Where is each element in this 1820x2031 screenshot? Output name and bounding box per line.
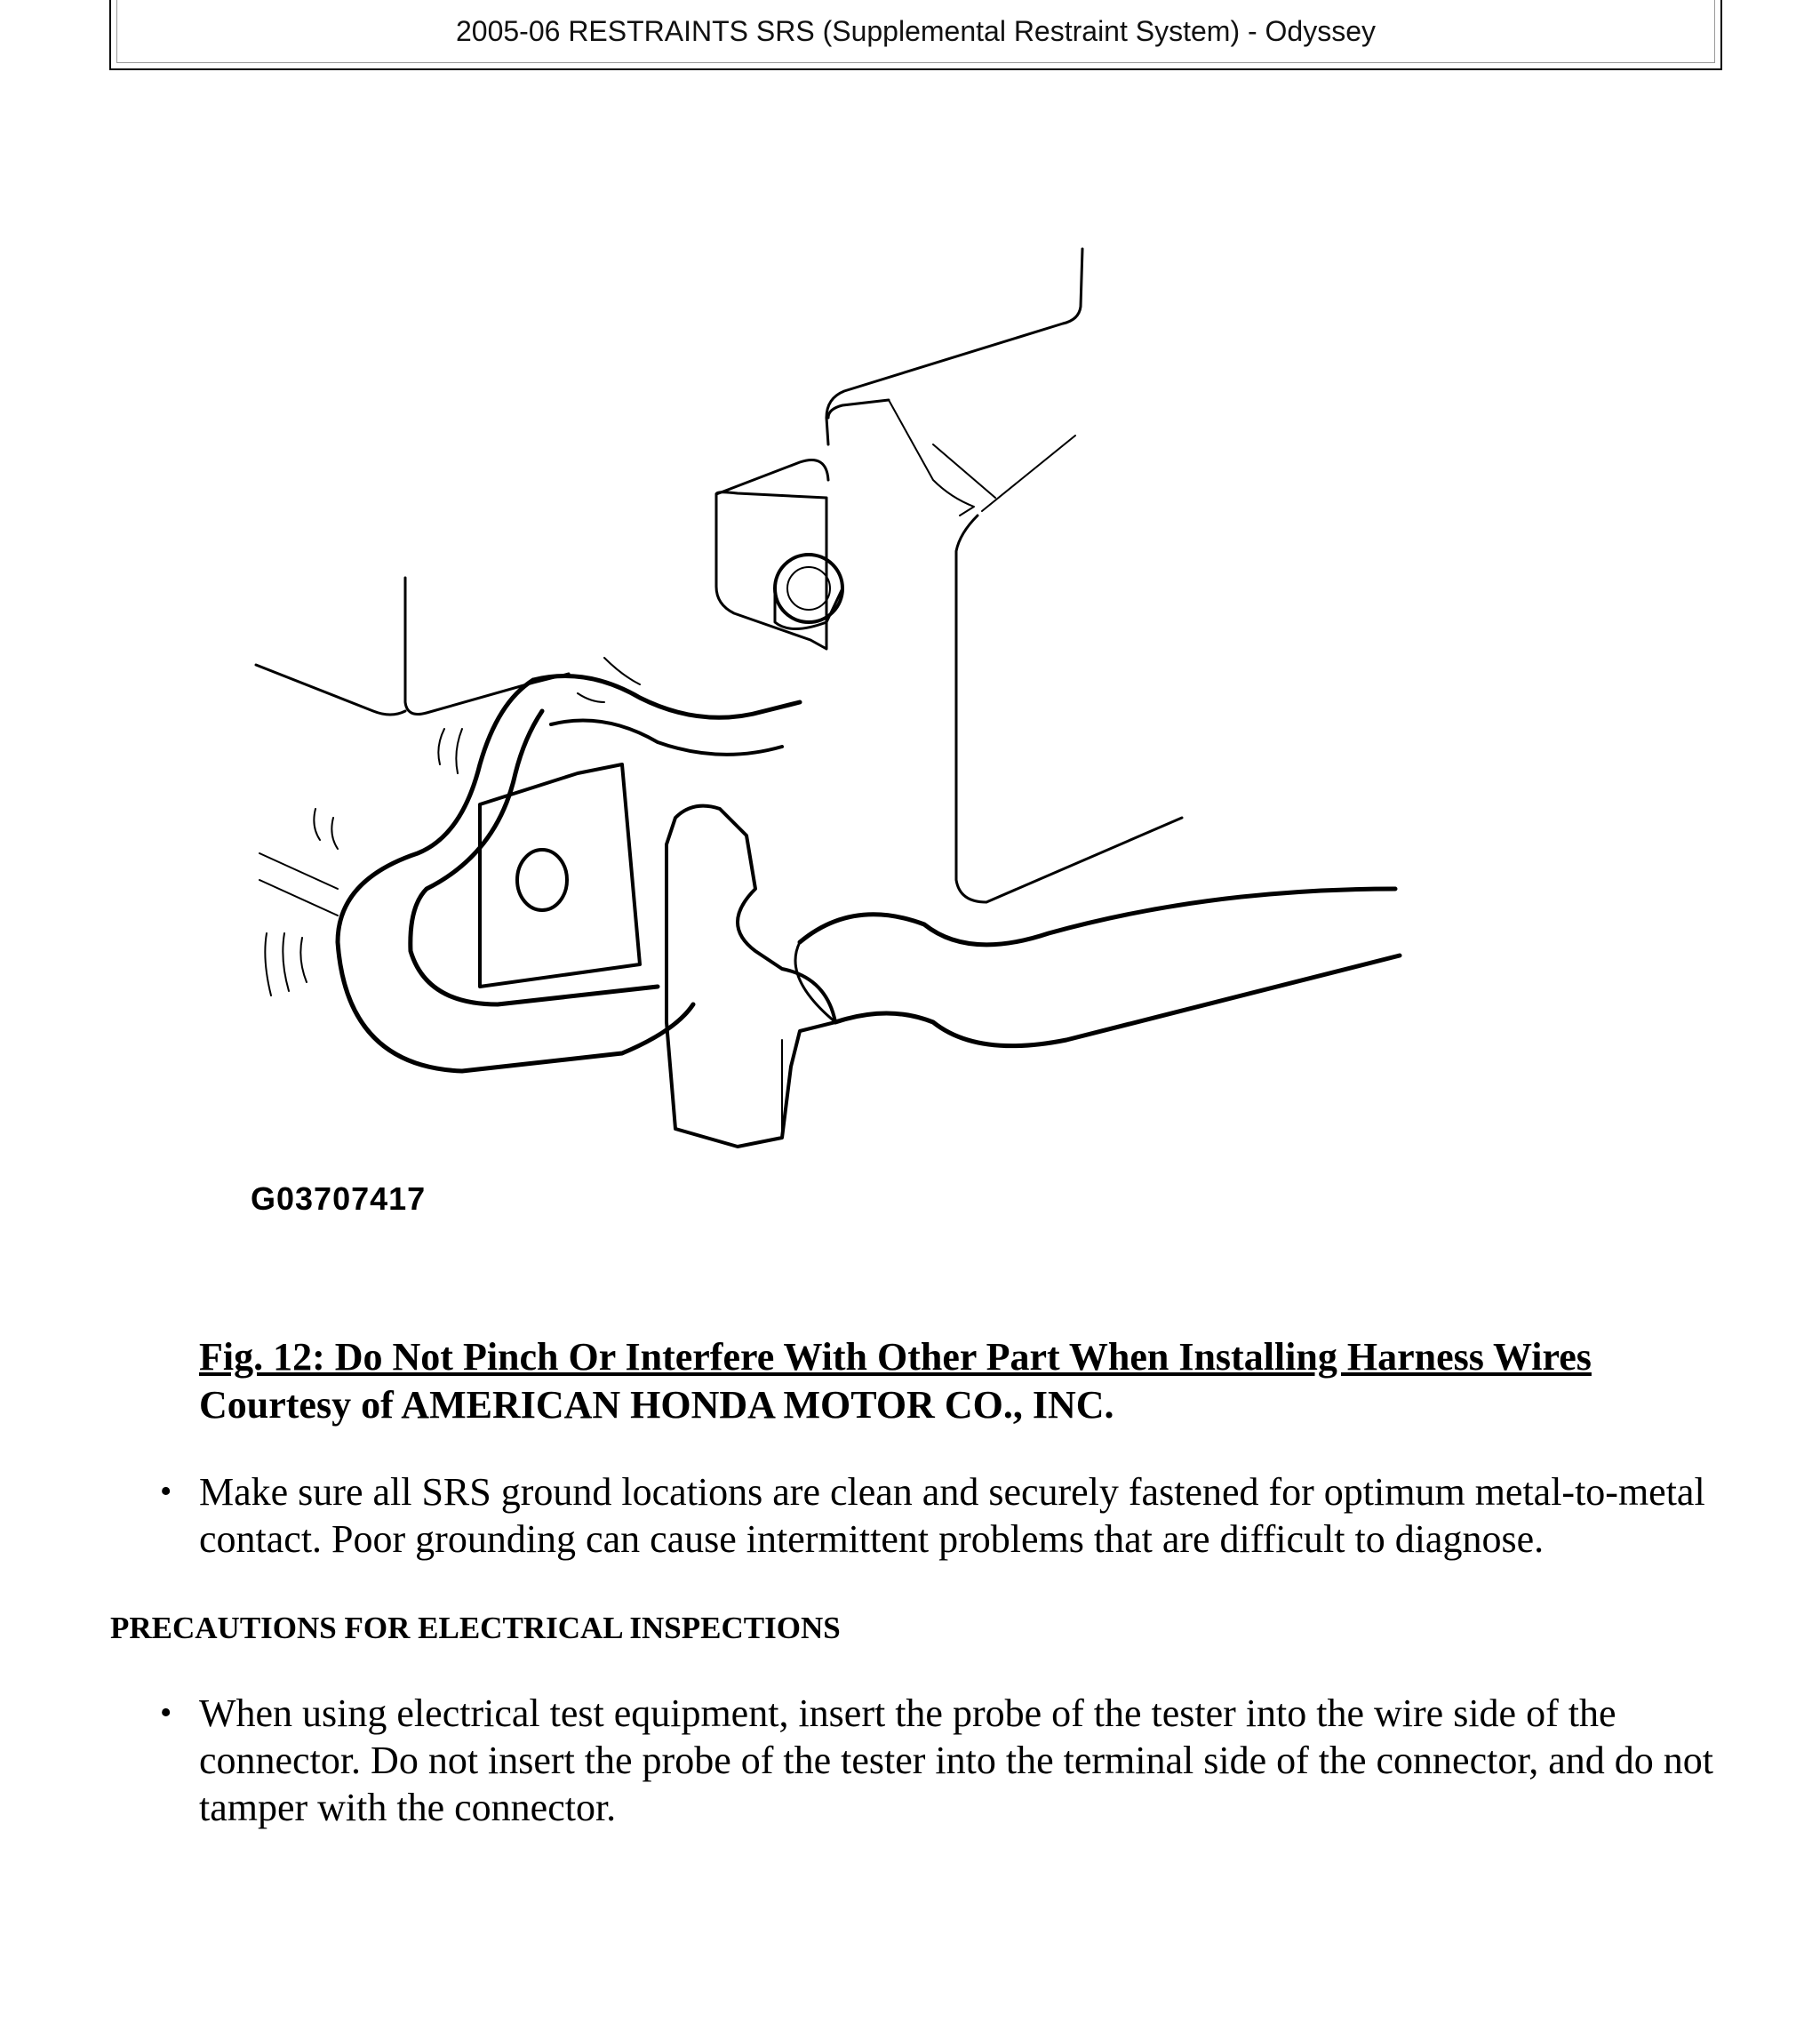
figure-title: Fig. 12: Do Not Pinch Or Interfere With Other Part When Installing Harness Wires [199,1335,1592,1379]
list-item: • When using electrical test equipment, insert the probe of the tester into the wire side of the connector. Do not insert the probe of the tester into the terminal side of the connector, and do not tamper with the connector. [199,1690,1736,1831]
section-heading: PRECAUTIONS FOR ELECTRICAL INSPECTIONS [110,1611,841,1645]
figure-courtesy: Courtesy of AMERICAN HONDA MOTOR CO., INC. [199,1383,1114,1427]
page-header [109,0,1722,70]
header-title: 2005-06 RESTRAINTS SRS (Supplemental Restraint System) - Odyssey [116,0,1715,63]
harness-illustration [240,240,1422,1164]
figure-caption [199,1333,1728,1429]
figure-code: G03707417 [251,1180,427,1217]
list-item: • Make sure all SRS ground locations are clean and securely fastened for optimum metal-to-metal contact. Poor grounding can cause intermittent problems that are difficult to diagnose. [199,1468,1736,1563]
